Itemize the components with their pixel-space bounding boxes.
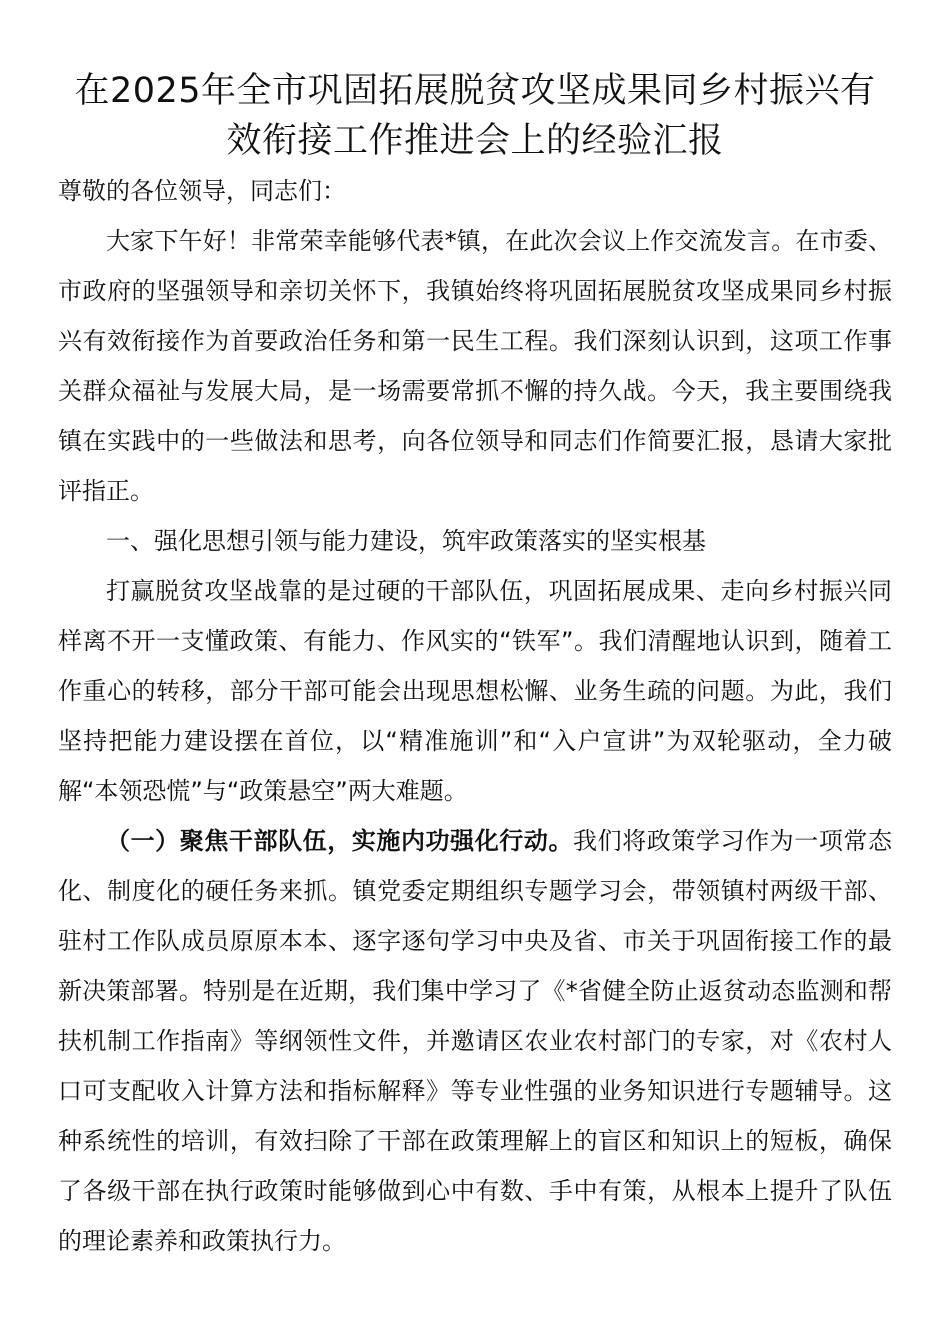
title-line-2: 效衔接工作推进会上的经验汇报 [226,121,724,161]
document-page [58,66,892,1266]
subsection-1-paragraph [58,816,892,1266]
document-title [58,66,892,166]
salutation: 尊敬的各位领导，同志们： [58,177,346,205]
section-1-heading: 一、强化思想引领与能力建设，筑牢政策落实的坚实根基 [106,527,706,555]
section-1-paragraph: 打赢脱贫攻坚战靠的是过硬的干部队伍，巩固拓展成果、走向乡村振兴同样离不开一支懂政策、有能力、作风实的“铁军”。我们清醒地认识到，随着工作重心的转移，部分干部可能会出现思想松懈、业务生疏的问题。为此，我们坚持把能力建设摆在首位，以“精准施训”和“入户宣讲”为双轮驱动，全力破解“本领恐慌”与“政策悬空”两大难题。 [58,577,892,805]
title-line-1: 在2025年全市巩固拓展脱贫攻坚成果同乡村振兴有 [74,71,876,111]
subsection-1-text: 我们将政策学习作为一项常态化、制度化的硬任务来抓。镇党委定期组织专题学习会，带领镇村两级干部、驻村工作队成员原原本本、逐字逐句学习中央及省、市关于巩固衔接工作的最新决策部署。特别是在近期，我们集中学习了《*省健全防止返贫动态监测和帮扶机制工作指南》等纲领性文件，并邀请区农业农村部门的专家，对《农村人口可支配收入计算方法和指标解释》等专业性强的业务知识进行专题辅导。这种系统性的培训，有效扫除了干部在政策理解上的盲区和知识上的短板，确保了各级干部在执行政策时能够做到心中有数、手中有策，从根本上提升了队伍的理论素养和政策执行力。 [58,827,892,1255]
subsection-1-lead: （一）聚焦干部队伍，实施内功强化行动。 [106,827,574,855]
intro-paragraph: 大家下午好！非常荣幸能够代表*镇，在此次会议上作交流发言。在市委、市政府的坚强领导和亲切关怀下，我镇始终将巩固拓展脱贫攻坚成果同乡村振兴有效衔接作为首要政治任务和第一民生工程。我们深刻认识到，这项工作事关群众福祉与发展大局，是一场需要常抓不懈的持久战。今天，我主要围绕我镇在实践中的一些做法和思考，向各位领导和同志们作简要汇报，恳请大家批评指正。 [58,227,892,505]
